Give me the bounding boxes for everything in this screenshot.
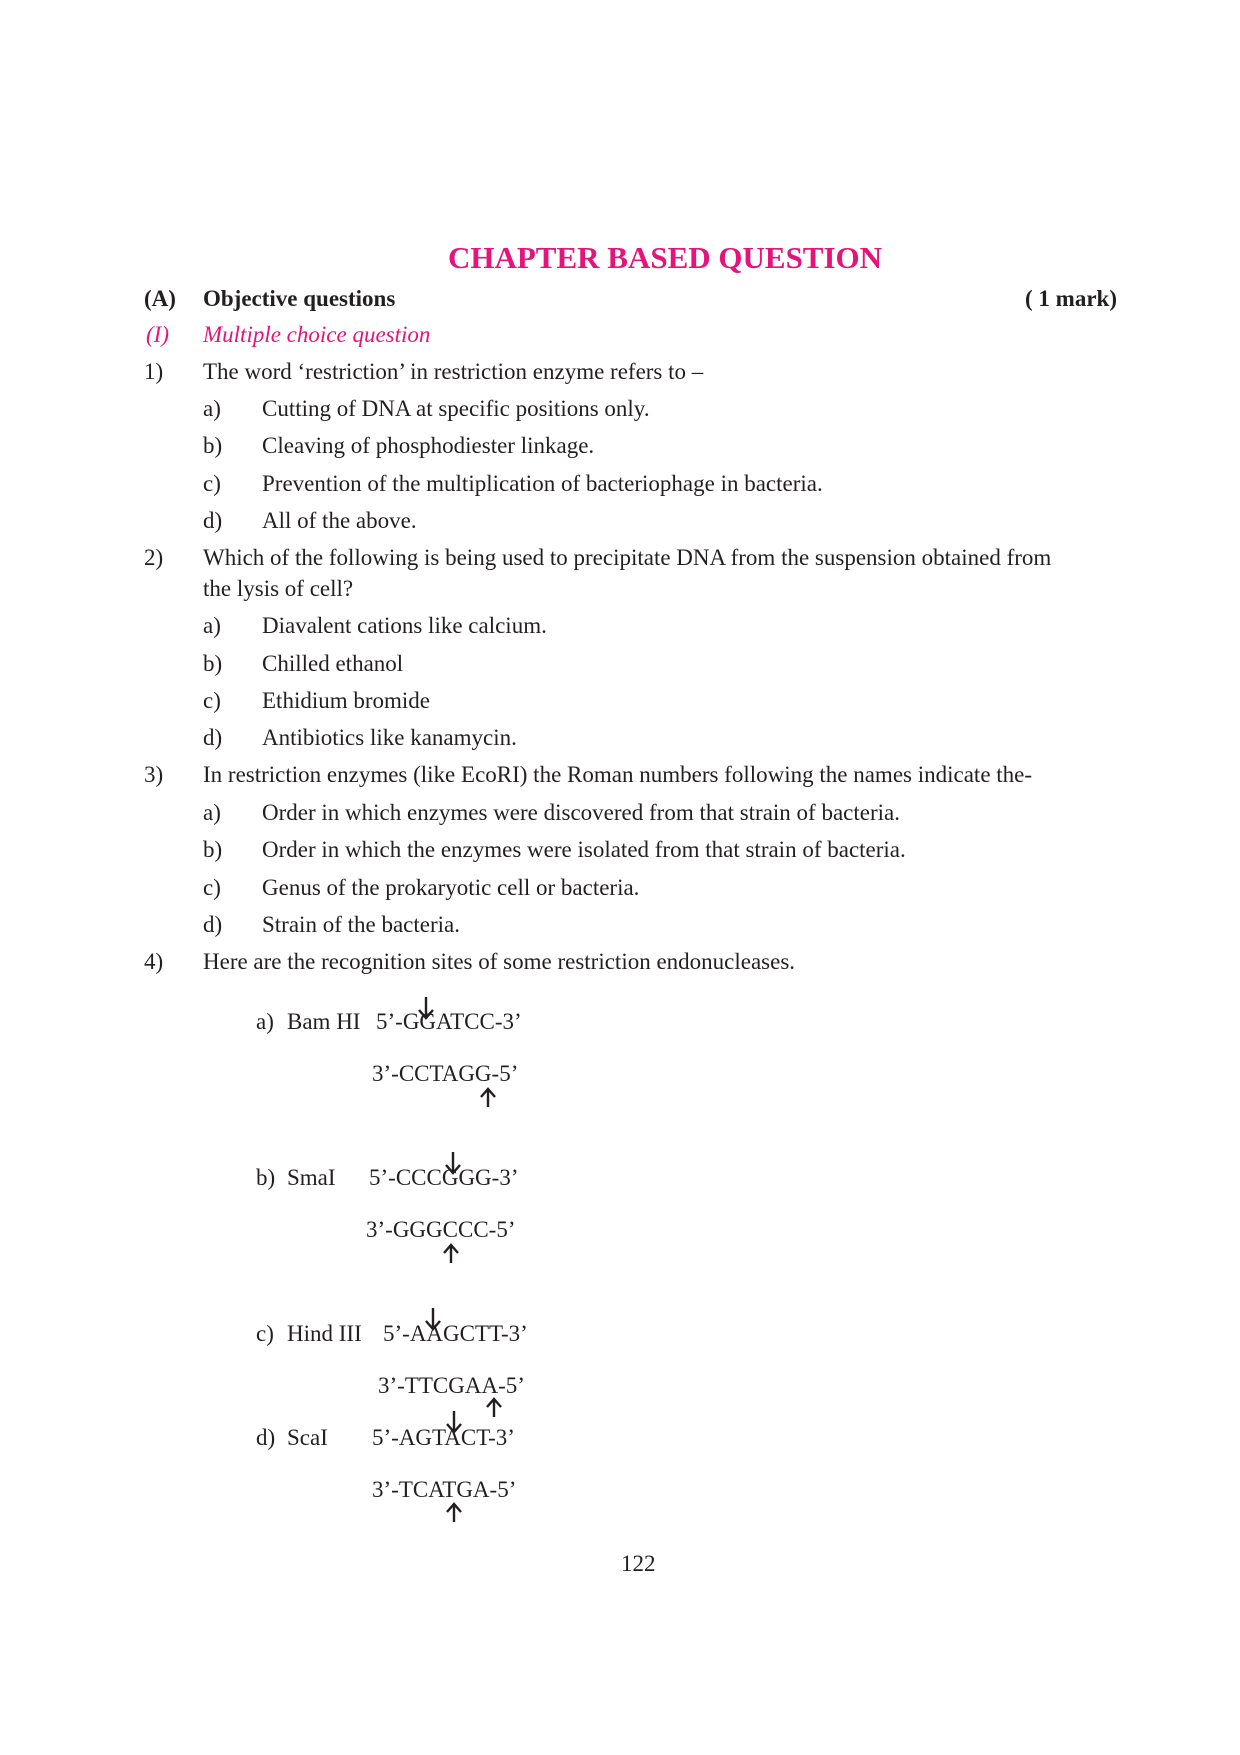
- option-label: c): [203, 875, 221, 900]
- cut-arrow-up-icon: [444, 1502, 464, 1524]
- enzyme-bottom-strand: 3’-TTCGAA-5’: [378, 1373, 525, 1398]
- option-text: Order in which the enzymes were isolated from that strain of bacteria.: [262, 837, 906, 862]
- enzyme-name: Hind III: [287, 1321, 362, 1346]
- enzyme-label: c): [256, 1321, 274, 1346]
- page-number: 122: [621, 1551, 656, 1576]
- option-label: a): [203, 396, 221, 421]
- enzyme-label: a): [256, 1009, 274, 1034]
- enzyme-top-strand: 5’-GGATCC-3’: [376, 1009, 522, 1034]
- question-text: In restriction enzymes (like EcoRI) the Roman numbers following the names indicate the-: [203, 762, 1033, 787]
- enzyme-bottom-strand: 3’-CCTAGG-5’: [372, 1061, 519, 1086]
- chapter-title: CHAPTER BASED QUESTION: [447, 240, 883, 275]
- option-label: c): [203, 471, 221, 496]
- cut-arrow-down-icon: [416, 995, 436, 1021]
- question-text: The word ‘restriction’ in restriction enzyme refers to –: [203, 359, 704, 384]
- cut-arrow-up-icon: [484, 1397, 504, 1419]
- option-text: All of the above.: [262, 508, 417, 533]
- cut-arrow-down-icon: [444, 1409, 464, 1435]
- subsection-heading: Multiple choice question: [203, 322, 431, 347]
- cut-arrow-down-icon: [423, 1306, 443, 1332]
- option-text: Cutting of DNA at specific positions only.: [262, 396, 650, 421]
- enzyme-bottom-strand: 3’-TCATGA-5’: [372, 1477, 517, 1502]
- option-text: Antibiotics like kanamycin.: [262, 725, 517, 750]
- question-text: Here are the recognition sites of some restriction endonucleases.: [203, 949, 796, 974]
- option-label: c): [203, 688, 221, 713]
- enzyme-top-strand: 5’-CCCGGG-3’: [369, 1165, 519, 1190]
- subsection-code: (I): [146, 322, 169, 347]
- section-heading: Objective questions: [203, 286, 396, 311]
- enzyme-label: b): [256, 1165, 276, 1190]
- question-number: 4): [144, 949, 164, 974]
- enzyme-top-strand: 5’-AGTACT-3’: [372, 1425, 515, 1450]
- option-label: a): [203, 613, 221, 638]
- option-label: d): [203, 508, 223, 533]
- option-text: Chilled ethanol: [262, 651, 404, 676]
- question-text: Which of the following is being used to precipitate DNA from the suspension obtained from: [203, 545, 1052, 570]
- question-number: 3): [144, 762, 164, 787]
- option-text: Ethidium bromide: [262, 688, 431, 713]
- option-label: b): [203, 433, 223, 458]
- section-marks: ( 1 mark): [1025, 286, 1117, 311]
- option-text: Order in which enzymes were discovered from that strain of bacteria.: [262, 800, 900, 825]
- enzyme-label: d): [256, 1425, 276, 1450]
- enzyme-name: ScaI: [287, 1425, 328, 1450]
- option-text: Cleaving of phosphodiester linkage.: [262, 433, 595, 458]
- cut-arrow-up-icon: [478, 1087, 498, 1109]
- enzyme-top-strand: 5’-AAGCTT-3’: [383, 1321, 528, 1346]
- option-label: b): [203, 651, 223, 676]
- enzyme-name: Bam HI: [287, 1009, 361, 1034]
- option-label: d): [203, 725, 223, 750]
- option-text: Genus of the prokaryotic cell or bacteria.: [262, 875, 640, 900]
- option-text: Strain of the bacteria.: [262, 912, 460, 937]
- question-text-continued: the lysis of cell?: [203, 576, 354, 601]
- cut-arrow-down-icon: [443, 1150, 463, 1176]
- option-label: a): [203, 800, 221, 825]
- question-number: 2): [144, 545, 164, 570]
- option-text: Prevention of the multiplication of bacteriophage in bacteria.: [262, 471, 823, 496]
- option-label: d): [203, 912, 223, 937]
- enzyme-name: SmaI: [287, 1165, 336, 1190]
- option-text: Diavalent cations like calcium.: [262, 613, 547, 638]
- option-label: b): [203, 837, 223, 862]
- section-code: (A): [144, 286, 176, 311]
- question-number: 1): [144, 359, 164, 384]
- cut-arrow-up-icon: [441, 1243, 461, 1265]
- enzyme-bottom-strand: 3’-GGGCCC-5’: [366, 1217, 516, 1242]
